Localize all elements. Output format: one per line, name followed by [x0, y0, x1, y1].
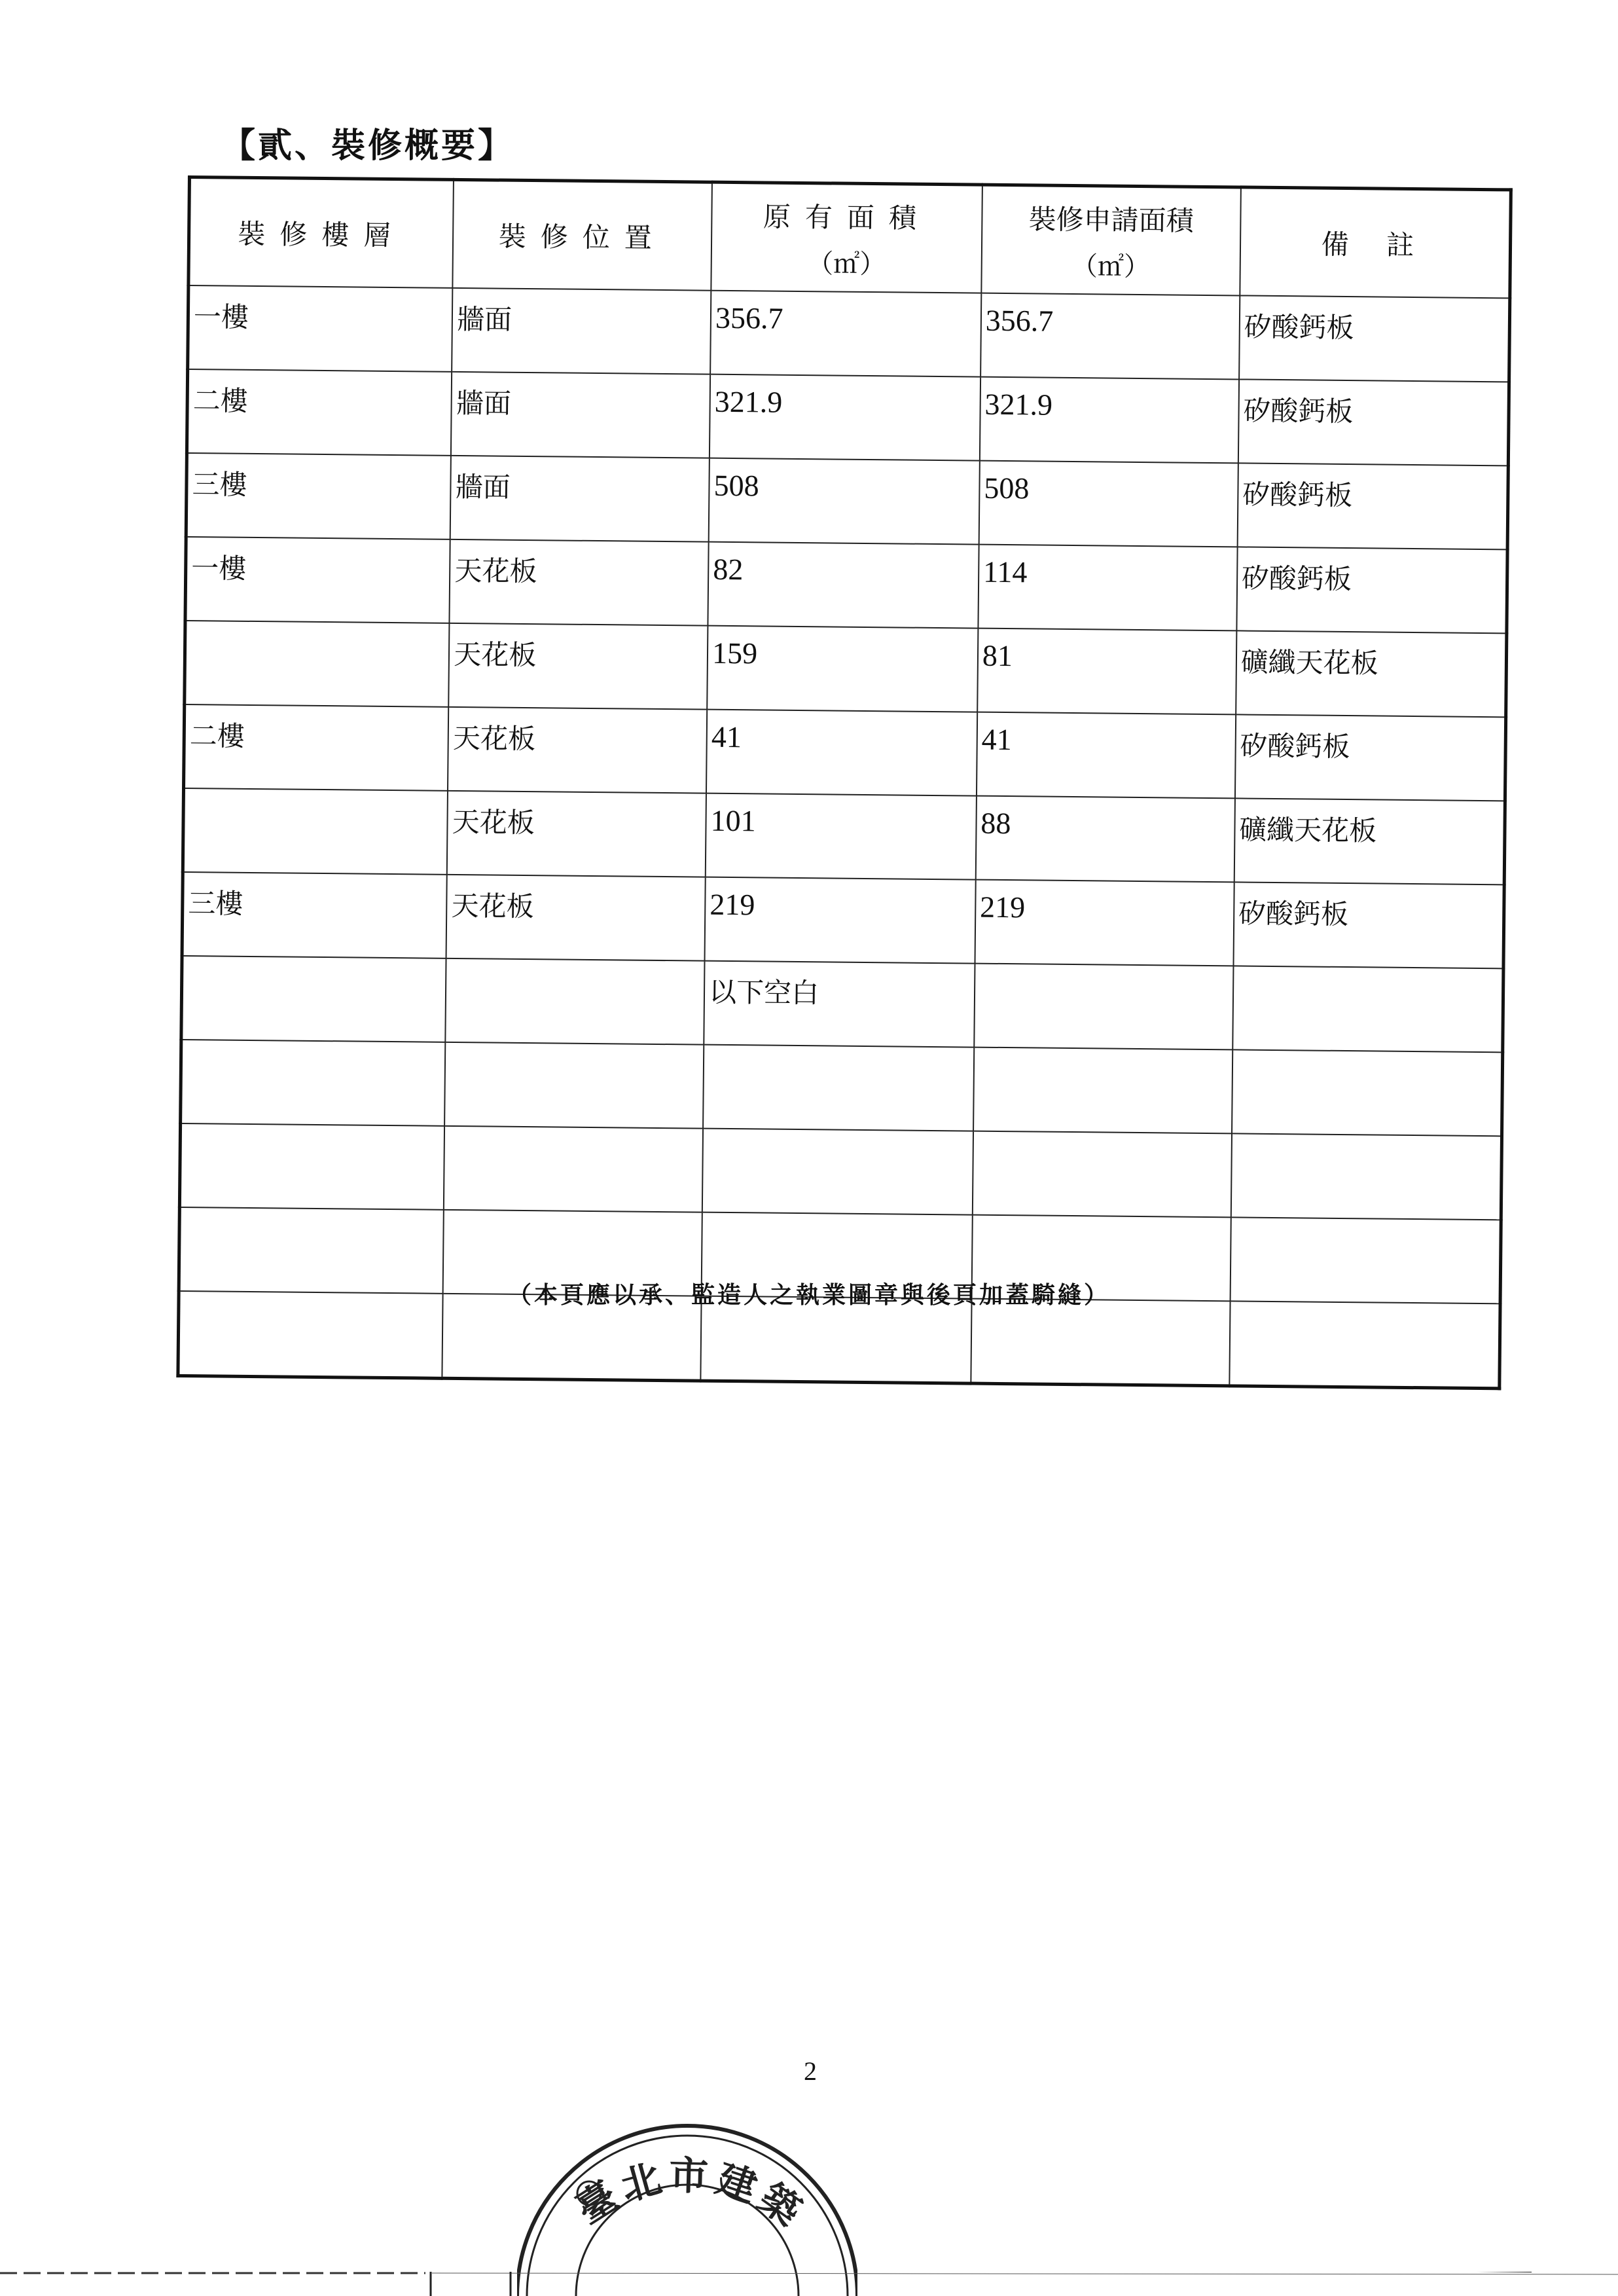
cell-position: 牆面	[451, 372, 710, 458]
cell-remark: 矽酸鈣板	[1235, 714, 1506, 801]
header-floor: 裝修樓層	[189, 177, 454, 288]
header-original-area-unit: （㎡）	[807, 248, 886, 280]
cell-position	[444, 1042, 704, 1129]
cell-applied-area: 41	[977, 712, 1236, 799]
table-row	[181, 1040, 1503, 1136]
table-row	[186, 453, 1508, 549]
cell-original-area: 356.7	[710, 291, 981, 377]
cell-remark: 矽酸鈣板	[1237, 463, 1508, 549]
cell-floor: 二樓	[184, 704, 449, 791]
cell-applied-area: 114	[978, 545, 1237, 631]
table-row	[185, 621, 1507, 717]
cell-position: 牆面	[450, 456, 710, 542]
cell-floor: 一樓	[188, 285, 453, 372]
cell-original-area: 101	[706, 793, 977, 880]
cell-applied-area: 219	[975, 880, 1234, 966]
cell-remark: 矽酸鈣板	[1239, 295, 1510, 382]
cell-applied-area: 356.7	[980, 293, 1240, 380]
header-applied-area-unit: （㎡）	[1071, 251, 1151, 282]
cell-remark	[1229, 1301, 1500, 1388]
cell-position: 天花板	[449, 623, 708, 710]
header-original-area: 原有面積 （㎡）	[711, 182, 982, 293]
table-row	[185, 537, 1507, 633]
table-body	[178, 285, 1510, 1389]
cell-floor: 一樓	[185, 537, 450, 623]
cell-position: 天花板	[448, 707, 707, 793]
renovation-summary-table	[176, 175, 1513, 1390]
cell-original-area: 以下空白	[704, 961, 975, 1048]
table-row	[181, 956, 1503, 1052]
cell-remark: 礦纖天花板	[1234, 798, 1505, 884]
cell-original-area: 219	[705, 877, 976, 964]
table-row	[179, 1123, 1501, 1220]
cell-floor	[181, 956, 446, 1042]
table-row	[182, 872, 1504, 968]
cell-applied-area: 88	[976, 796, 1235, 883]
cell-original-area: 82	[708, 542, 979, 629]
table-row	[187, 369, 1509, 465]
cell-applied-area	[971, 1299, 1230, 1386]
cell-floor: 三樓	[186, 453, 451, 539]
cell-original-area: 41	[706, 710, 977, 796]
cell-original-area: 159	[707, 626, 978, 712]
cell-position: 天花板	[447, 791, 706, 877]
cell-floor	[183, 788, 448, 875]
cell-original-area	[702, 1129, 973, 1215]
cell-floor: 二樓	[187, 369, 452, 456]
cell-remark	[1232, 966, 1503, 1052]
cell-position	[446, 958, 705, 1045]
cell-floor: 三樓	[182, 872, 447, 958]
cell-applied-area	[973, 1131, 1232, 1218]
cell-remark: 矽酸鈣板	[1238, 379, 1509, 465]
header-remark: 備 註	[1240, 187, 1511, 298]
cell-floor	[179, 1123, 444, 1210]
table-header-row	[189, 177, 1511, 299]
header-applied-area: 裝修申請面積 （㎡）	[981, 185, 1240, 295]
renovation-summary-table-wrapper	[177, 175, 1513, 1275]
seal-note: （本頁應以承、監造人之執業圖章與後頁加蓋騎縫）	[507, 1282, 1110, 1309]
cell-remark: 礦纖天花板	[1236, 630, 1507, 717]
cell-position: 牆面	[452, 288, 711, 374]
cell-position: 天花板	[450, 539, 709, 626]
cell-applied-area: 508	[979, 461, 1238, 547]
cell-applied-area	[974, 964, 1233, 1050]
cell-original-area: 508	[709, 458, 980, 545]
cell-floor	[181, 1040, 446, 1126]
cell-remark	[1232, 1049, 1503, 1136]
cell-remark: 矽酸鈣板	[1233, 882, 1504, 968]
section-title: 【貳、裝修概要】	[221, 126, 515, 166]
cell-applied-area: 81	[977, 629, 1236, 715]
cell-remark: 矽酸鈣板	[1236, 547, 1507, 633]
table-row	[183, 788, 1505, 884]
cell-remark	[1231, 1133, 1502, 1220]
cell-position: 天花板	[446, 875, 706, 961]
table-row	[188, 285, 1510, 382]
cell-position	[444, 1126, 703, 1212]
cell-applied-area: 321.9	[980, 377, 1239, 464]
official-stamp	[517, 2102, 857, 2296]
binding-edge-marks	[0, 2272, 1618, 2296]
cell-floor	[185, 621, 450, 707]
cell-applied-area	[973, 1048, 1232, 1134]
cell-original-area: 321.9	[710, 374, 980, 461]
cell-original-area	[703, 1045, 974, 1131]
page-number: 2	[804, 2056, 817, 2086]
table-row	[184, 704, 1506, 801]
stamp-text: 臺北市建築	[568, 2153, 814, 2238]
header-position: 裝修位置	[453, 179, 712, 290]
